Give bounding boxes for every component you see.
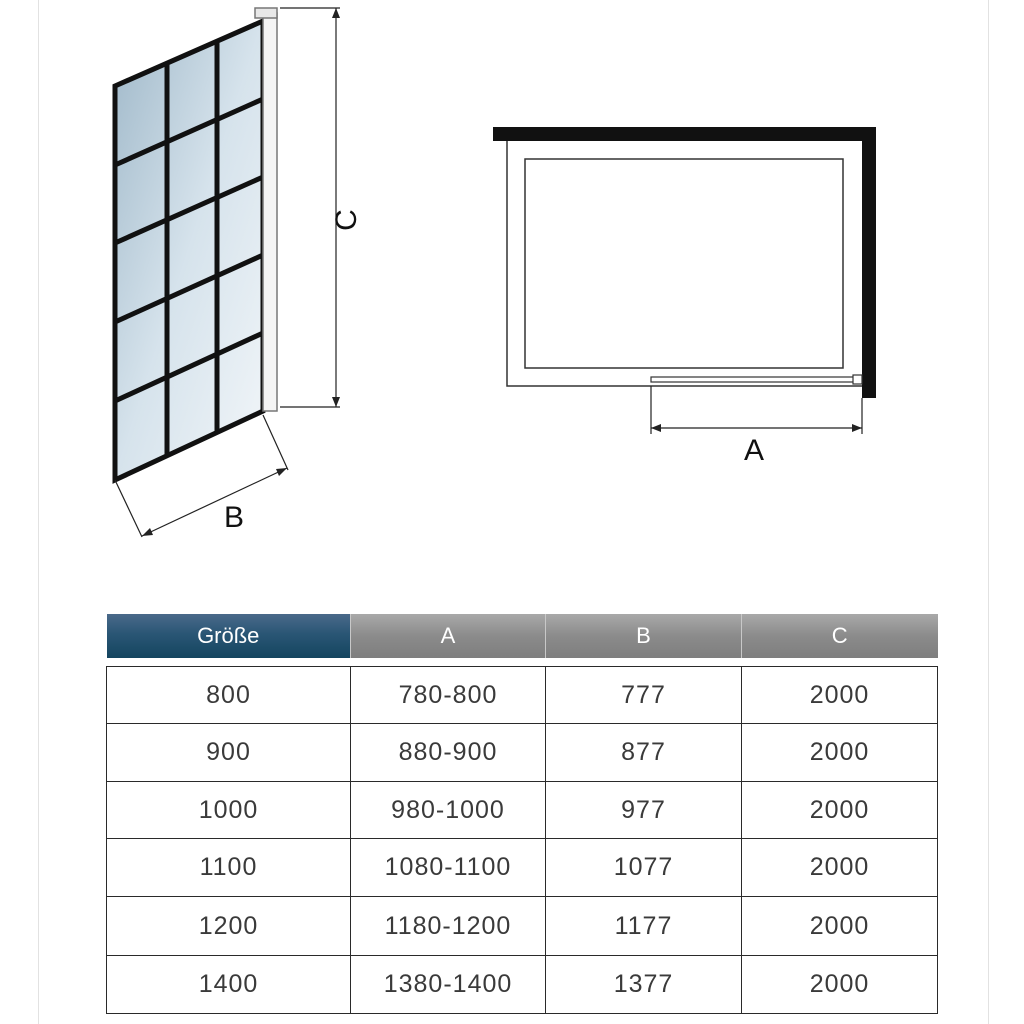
back-wall (493, 127, 876, 141)
wall-bracket (255, 8, 277, 18)
cell-size: 1400 (107, 956, 351, 1014)
table-row (107, 667, 938, 724)
header-c: C (742, 614, 938, 658)
dimension-c (280, 8, 363, 407)
plan-view (493, 127, 876, 398)
table-row (107, 782, 938, 839)
cell-a: 980-1000 (351, 782, 546, 839)
cell-a: 880-900 (351, 724, 546, 782)
size-table (106, 614, 938, 1014)
table-row (107, 956, 938, 1014)
cell-size: 900 (107, 724, 351, 782)
table-row (107, 897, 938, 956)
dimension-a (651, 386, 862, 467)
cell-size: 1200 (107, 897, 351, 956)
cell-a: 1080-1100 (351, 839, 546, 897)
cell-c: 2000 (742, 956, 938, 1014)
dimension-b-label: B (223, 501, 245, 534)
cell-size: 800 (107, 667, 351, 724)
header-size: Größe (107, 614, 351, 658)
table-row (107, 839, 938, 897)
cell-a: 780-800 (351, 667, 546, 724)
wall-profile (263, 13, 277, 411)
glass-panel-perspective (115, 8, 277, 480)
cell-c: 2000 (742, 782, 938, 839)
cell-b: 1377 (546, 956, 742, 1014)
cell-c: 2000 (742, 839, 938, 897)
cell-c: 2000 (742, 897, 938, 956)
cell-b: 1177 (546, 897, 742, 956)
cell-size: 1100 (107, 839, 351, 897)
dimension-c-label: C (330, 209, 363, 231)
cell-b: 1077 (546, 839, 742, 897)
header-b: B (546, 614, 742, 658)
table-row (107, 724, 938, 782)
cell-b: 877 (546, 724, 742, 782)
cell-c: 2000 (742, 667, 938, 724)
cell-b: 777 (546, 667, 742, 724)
cell-b: 977 (546, 782, 742, 839)
shower-tray-inner (525, 159, 843, 368)
shower-tray-outline (507, 141, 862, 386)
glass-panel-top-view (651, 377, 856, 382)
wall-profile-top-view (853, 375, 862, 384)
side-wall (862, 127, 876, 398)
cell-a: 1180-1200 (351, 897, 546, 956)
cell-size: 1000 (107, 782, 351, 839)
table-header-row (107, 614, 938, 658)
cell-a: 1380-1400 (351, 956, 546, 1014)
dimension-a-label: A (743, 434, 765, 467)
cell-c: 2000 (742, 724, 938, 782)
glass-panel (115, 21, 263, 480)
header-a: A (351, 614, 546, 658)
